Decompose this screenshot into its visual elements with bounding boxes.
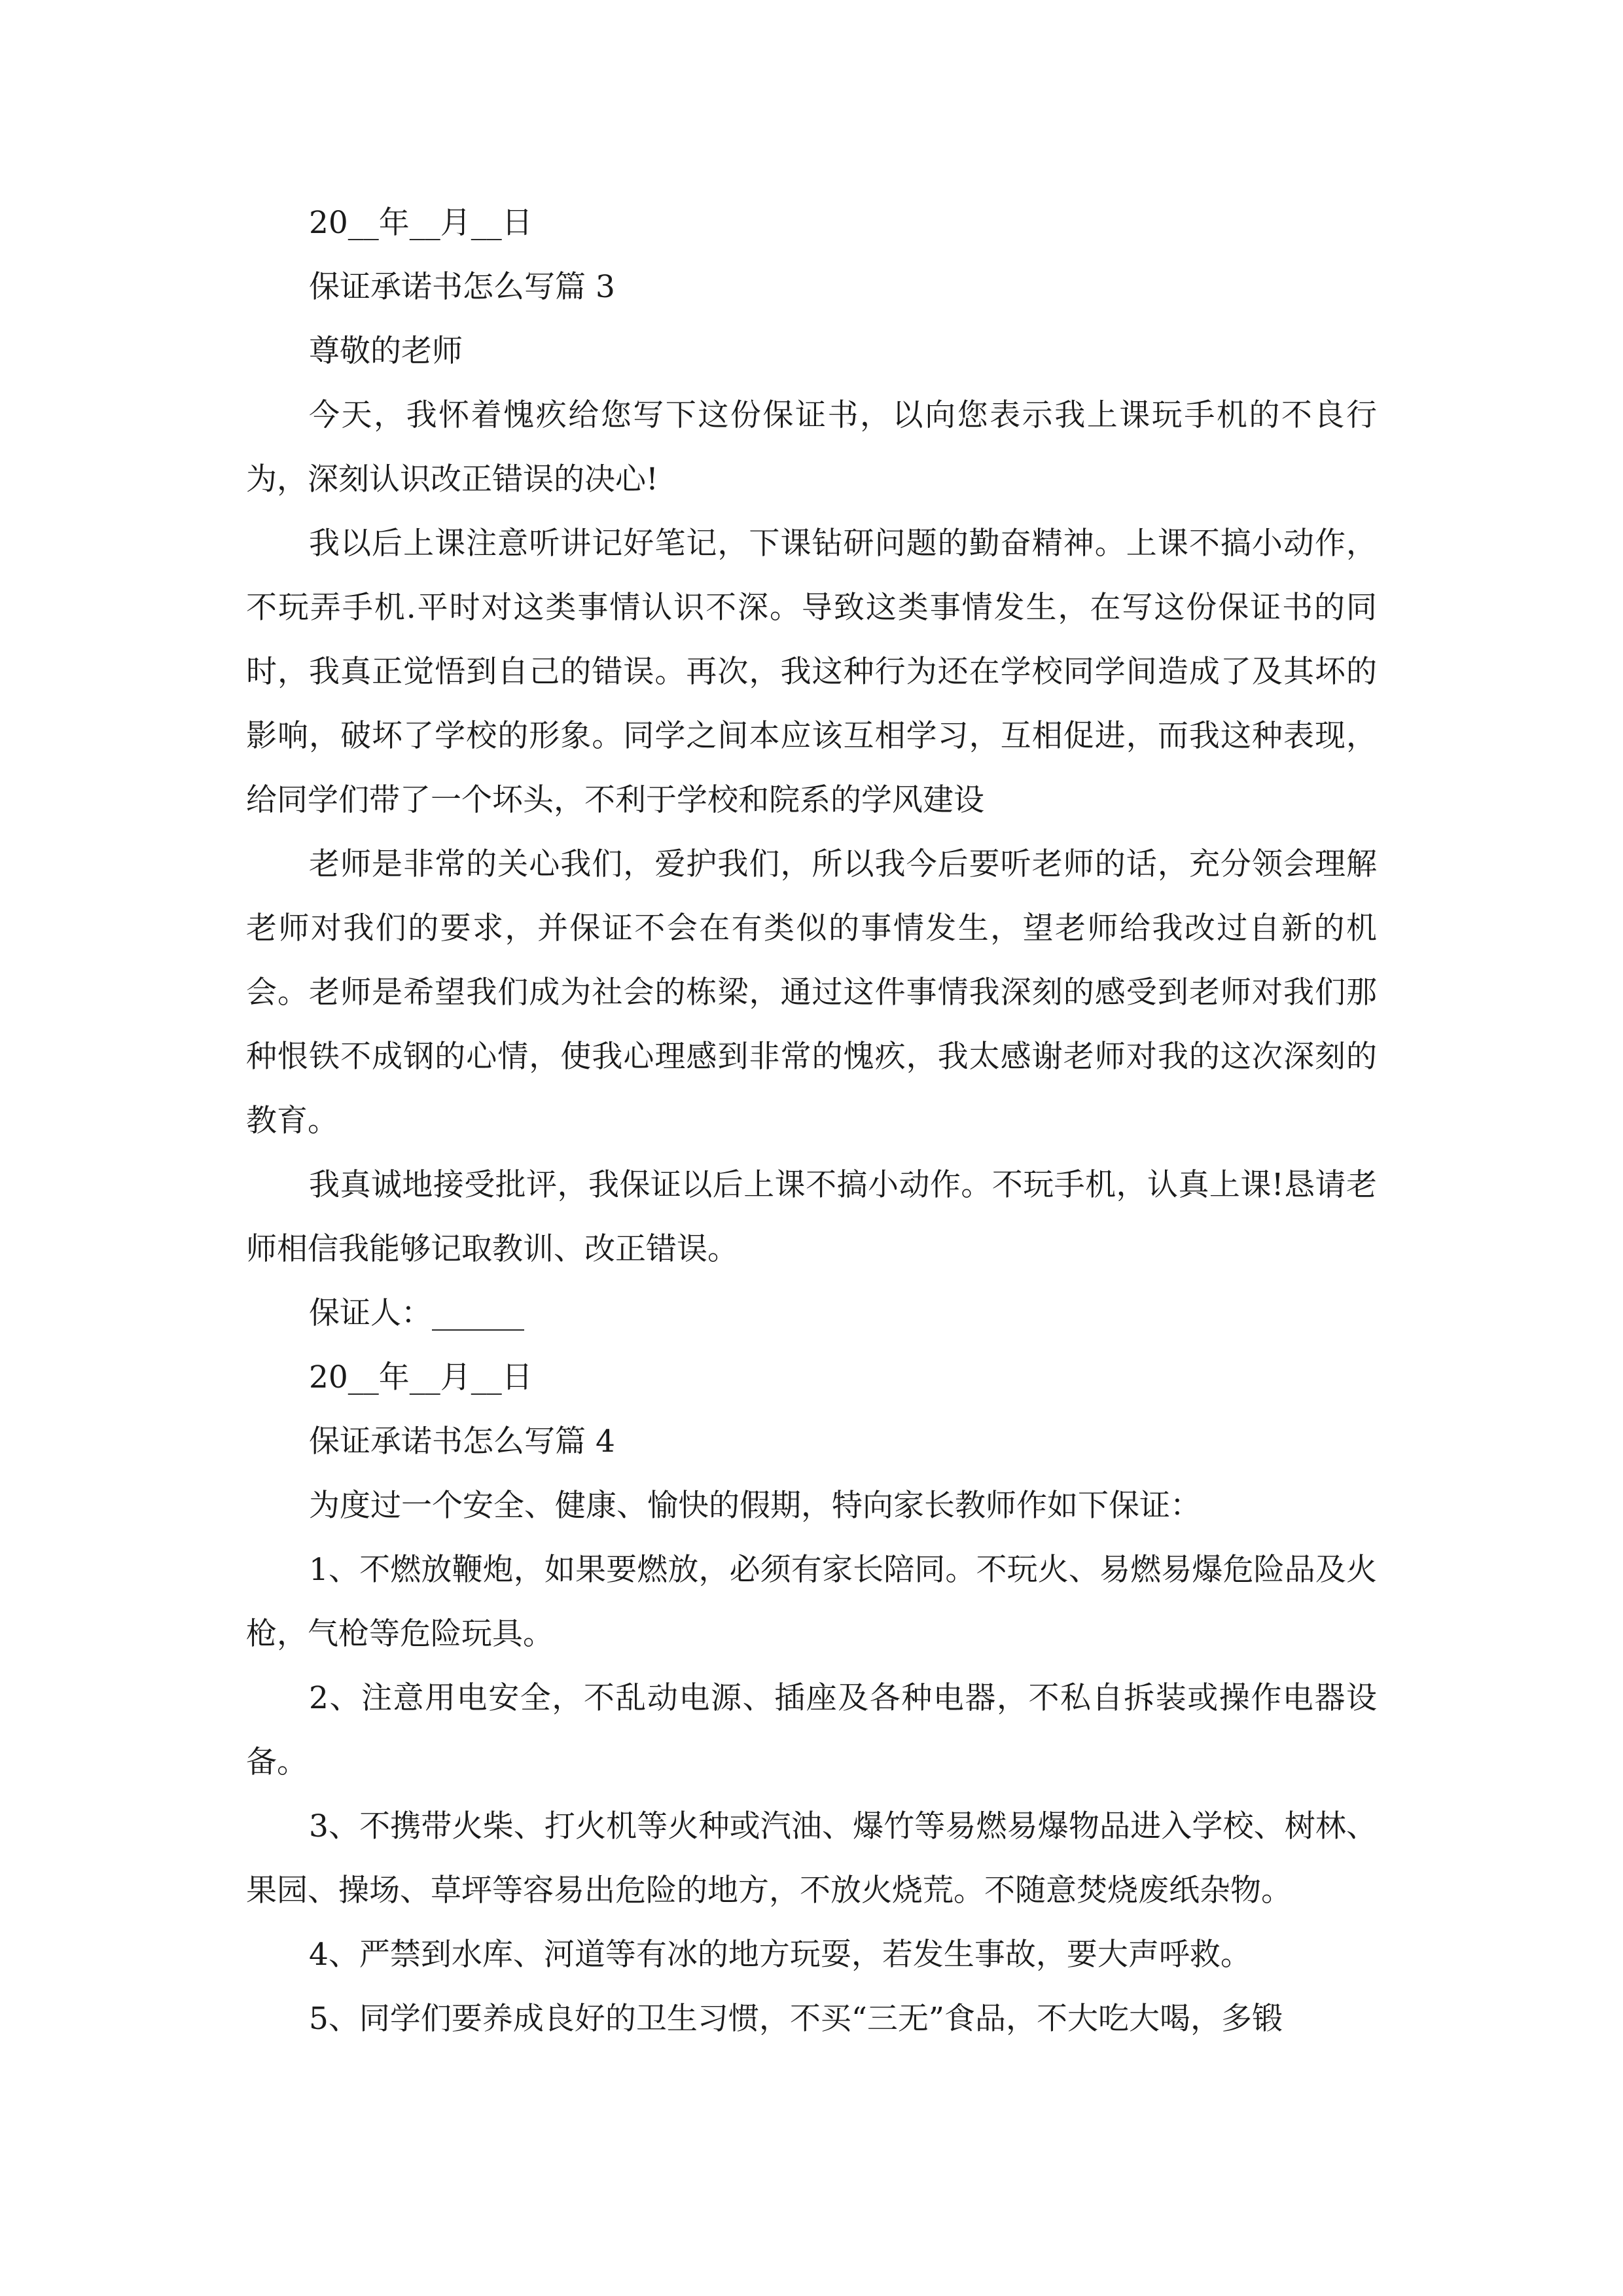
body-paragraph: 我以后上课注意听讲记好笔记，下课钻研问题的勤奋精神。上课不搞小动作，不玩弄手机.平时对这类事情认识不深。导致这类事情发生，在写这份保证书的同时，我真正觉悟到自己的错误。再次，我这种行为还在学校同学间造成了及其坏的影响，破坏了学校的形象。同学之间本应该互相学习，互相促进，而我这种表现，给同学们带了一个坏头，不利于学校和院系的学风建设 [246, 526, 1377, 818]
list-item: 5、同学们要养成良好的卫生习惯，不买“三无”食品，不大吃大喝，多锻 [309, 2001, 1283, 2037]
list-item: 3、不携带火柴、打火机等火种或汽油、爆竹等易燃易爆物品进入学校、树林、果园、操场、草坪等容易出危险的地方，不放火烧荒。不随意焚烧废纸杂物。 [246, 1808, 1377, 1909]
section-heading: 保证承诺书怎么写篇 3 [309, 269, 615, 305]
salutation: 尊敬的老师 [309, 333, 463, 369]
list-item: 2、注意用电安全，不乱动电源、插座及各种电器，不私自拆装或操作电器设备。 [246, 1680, 1377, 1780]
section-heading: 保证承诺书怎么写篇 4 [309, 1424, 615, 1460]
guarantor-line: 保证人：______ [309, 1295, 524, 1331]
document-body [246, 191, 1377, 2051]
body-paragraph: 今天，我怀着愧疚给您写下这份保证书，以向您表示我上课玩手机的不良行为，深刻认识改正错误的决心! [246, 397, 1377, 497]
date-line: 20__年__月__日 [309, 1359, 533, 1395]
date-line: 20__年__月__日 [309, 205, 533, 241]
list-item: 1、不燃放鞭炮，如果要燃放，必须有家长陪同。不玩火、易燃易爆危险品及火枪，气枪等危险玩具。 [246, 1552, 1377, 1652]
list-item: 4、严禁到水库、河道等有冰的地方玩耍，若发生事故，要大声呼救。 [309, 1937, 1251, 1973]
intro-paragraph: 为度过一个安全、健康、愉快的假期，特向家长教师作如下保证： [309, 1488, 1201, 1524]
body-paragraph: 我真诚地接受批评，我保证以后上课不搞小动作。不玩手机，认真上课!恳请老师相信我能够记取教训、改正错误。 [246, 1167, 1377, 1267]
body-paragraph: 老师是非常的关心我们，爱护我们，所以我今后要听老师的话，充分领会理解老师对我们的要求，并保证不会在有类似的事情发生，望老师给我改过自新的机会。老师是希望我们成为社会的栋梁，通过这件事情我深刻的感受到老师对我们那种恨铁不成钢的心情，使我心理感到非常的愧疚，我太感谢老师对我的这次深刻的教育。 [246, 846, 1377, 1139]
